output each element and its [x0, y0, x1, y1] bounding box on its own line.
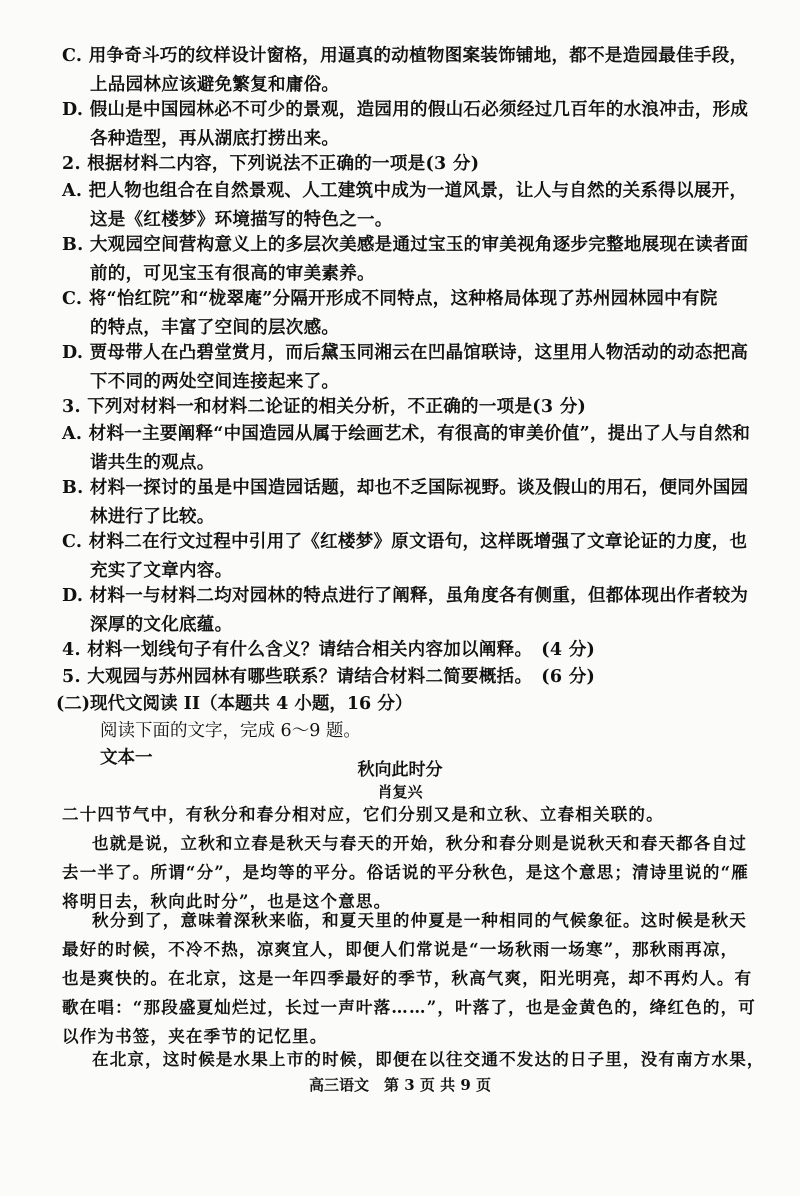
- q3-option-b: [62, 474, 762, 532]
- option-line: 深厚的文化底蕴。: [90, 615, 233, 635]
- q2-option-c: [62, 285, 762, 343]
- article-author: 肖复兴: [377, 783, 423, 801]
- para-line: 将明日去，秋向此时分”，也是这个意思。: [62, 892, 392, 911]
- para-line: 以作为书签，夹在季节的记忆里。: [62, 1027, 328, 1046]
- option-line: 谐共生的观点。: [90, 453, 215, 473]
- question-4: [62, 636, 762, 665]
- para-line: 二十四节气中，有秋分和春分相对应，它们分别又是和立秋、立春相关联的。: [62, 805, 664, 824]
- para-line: 也就是说，立秋和立春是秋天与春天的开始，秋分和春分则是说秋天和春天都各自过: [92, 834, 747, 853]
- option-line: 上品园林应该避免繁复和庸俗。: [90, 75, 340, 95]
- option-line: 前的，可见宝玉有很高的审美素养。: [90, 264, 375, 284]
- option-line: 充实了文章内容。: [90, 561, 233, 581]
- option-line: A. 材料一主要阐释“中国造园从属于绘画艺术，有很高的审美价值”，提出了人与自然和: [62, 424, 751, 444]
- question-text: 3. 下列对材料一和材料二论证的相关分析，不正确的一项是(3 分): [62, 397, 587, 417]
- option-line: D. 材料一与材料二均对园林的特点进行了阐释，虽角度各有侧重，但都体现出作者较为: [62, 586, 749, 606]
- option-line: 下不同的两处空间连接起来了。: [90, 372, 340, 392]
- section-heading: (二)现代文阅读 II（本题共 4 小题，16 分）: [56, 694, 413, 714]
- option-line: A. 把人物也组合在自然景观、人工建筑中成为一道风景，让人与自然的关系得以展开，: [62, 181, 748, 201]
- q3-option-d: [62, 582, 762, 640]
- question-text: 4. 材料一划线句子有什么含义？请结合相关内容加以阐释。 (4 分): [62, 640, 596, 660]
- option-line: B. 大观园空间营构意义上的多层次美感是通过宝玉的审美视角逐步完整地展现在读者面: [62, 235, 749, 255]
- paragraph-1: [62, 800, 742, 829]
- q2-option-d: [62, 339, 762, 397]
- option-line: B. 材料一探讨的虽是中国造园话题，却也不乏国际视野。谈及假山的用石，便同外国园: [62, 478, 749, 498]
- question-2: [62, 150, 762, 179]
- option-line: 各种造型，再从湖底打捞出来。: [90, 129, 340, 149]
- para-line: 歌在唱：“那段盛夏灿烂过，长过一声叶落……”，叶落了，也是金黄色的，绛红色的，可: [62, 998, 756, 1017]
- para-line: 最好的时候，不冷不热，凉爽宜人，即便人们常说是“一场秋雨一场寒”，那秋雨再凉，: [62, 940, 739, 959]
- text-label: 文本一: [100, 748, 153, 768]
- para-line: 秋分到了，意味着深秋来临，和夏天里的仲夏是一种相同的气候象征。这时候是秋天: [92, 911, 747, 930]
- option-line: D. 贾母带人在凸碧堂赏月，而后黛玉同湘云在凹晶馆联诗，这里用人物活动的动态把高: [62, 343, 749, 363]
- para-line: 也是爽快的。在北京，这是一年四季最好的季节，秋高气爽，阳光明亮，却不再灼人。有: [62, 969, 753, 988]
- q3-option-c: [62, 528, 762, 586]
- option-line: 林进行了比较。: [90, 507, 215, 527]
- option-line: 这是《红楼梦》环境描写的特色之一。: [90, 210, 393, 230]
- option-line: C. 用争奇斗巧的纹样设计窗格，用逼真的动植物图案装饰铺地，都不是造园最佳手段，: [62, 46, 748, 66]
- paragraph-4: [62, 1045, 765, 1074]
- article-title: 秋向此时分: [357, 760, 443, 780]
- option-line: D. 假山是中国园林必不可少的景观，造园用的假山石必须经过几百年的水浪冲击，形成: [62, 100, 749, 120]
- q2-option-b: [62, 231, 762, 289]
- q2-option-a: [62, 177, 762, 235]
- question-5: [62, 663, 762, 692]
- q1-option-c: [62, 42, 762, 100]
- option-line: 的特点，丰富了空间的层次感。: [90, 318, 340, 338]
- para-line: 去一半了。所谓“分”，是均等的平分。俗话说的平分秋色，是这个意思；清诗里说的“雁: [62, 863, 749, 882]
- q1-option-d: [62, 96, 762, 154]
- option-line: C. 将“怡红院”和“栊翠庵”分隔开形成不同特点，这种格局体现了苏州园林园中有院: [62, 289, 718, 309]
- instruction: 阅读下面的文字，完成 6～9 题。: [100, 721, 361, 741]
- question-text: 5. 大观园与苏州园林有哪些联系？请结合材料二简要概括。 (6 分): [62, 667, 596, 687]
- paragraph-3: [62, 906, 756, 1051]
- question-text: 2. 根据材料二内容，下列说法不正确的一项是(3 分): [62, 154, 480, 174]
- q3-option-a: [62, 420, 762, 478]
- question-3: [62, 393, 762, 422]
- para-line: 在北京，这时候是水果上市的时候，即便在以往交通不发达的日子里，没有南方水果，: [92, 1050, 765, 1069]
- page-footer: 高三语文 第 3 页 共 9 页: [309, 1076, 491, 1094]
- paragraph-2: [62, 829, 749, 916]
- option-line: C. 材料二在行文过程中引用了《红楼梦》原文语句，这样既增强了文章论证的力度，也: [62, 532, 748, 552]
